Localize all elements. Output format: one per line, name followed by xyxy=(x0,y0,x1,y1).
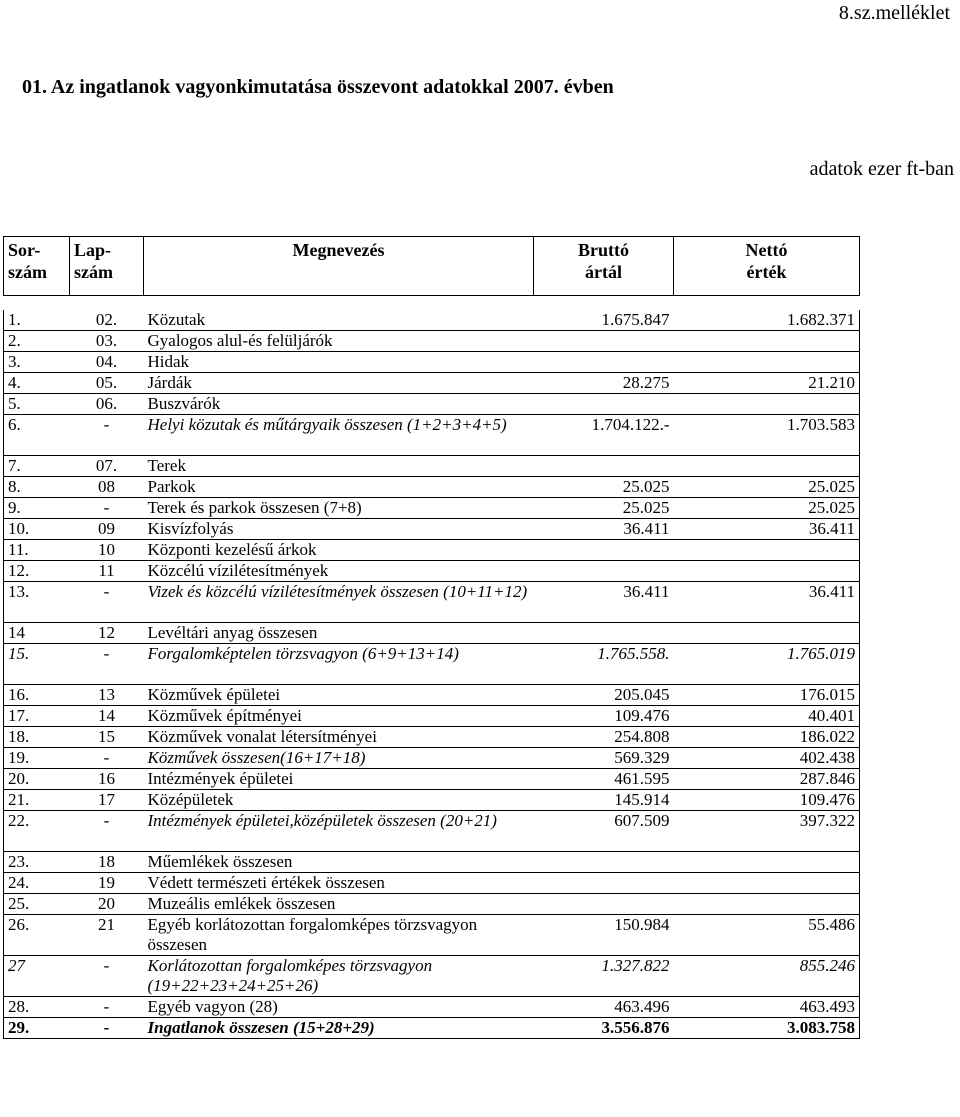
annex-label: 8.sz.melléklet xyxy=(838,2,950,24)
row-megnevezes: Műemlékek összesen xyxy=(144,852,534,873)
row-sorszam: 28. xyxy=(4,997,70,1018)
row-sorszam: 20. xyxy=(4,769,70,790)
row-netto: 287.846 xyxy=(674,769,860,790)
row-sorszam: 27 xyxy=(4,956,70,997)
row-netto: 463.493 xyxy=(674,997,860,1018)
row-lapszam: 19 xyxy=(70,873,144,894)
row-megnevezes: Központi kezelésű árkok xyxy=(144,540,534,561)
row-brutto xyxy=(534,561,674,582)
table-row xyxy=(4,456,860,477)
row-sorszam: 25. xyxy=(4,894,70,915)
row-megnevezes: Középületek xyxy=(144,790,534,811)
row-netto: 1.765.019 xyxy=(674,644,860,685)
row-brutto: 205.045 xyxy=(534,685,674,706)
row-lapszam: 11 xyxy=(70,561,144,582)
row-sorszam: 18. xyxy=(4,727,70,748)
row-megnevezes: Közművek összesen(16+17+18) xyxy=(144,748,534,769)
table-row xyxy=(4,915,860,956)
table-row xyxy=(4,477,860,498)
row-brutto: 36.411 xyxy=(534,582,674,623)
table-body xyxy=(4,310,860,1039)
row-megnevezes: Közművek vonalat létersítményei xyxy=(144,727,534,748)
row-lapszam: 21 xyxy=(70,915,144,956)
table-row xyxy=(4,706,860,727)
row-sorszam: 29. xyxy=(4,1018,70,1039)
table-row xyxy=(4,769,860,790)
row-netto: 40.401 xyxy=(674,706,860,727)
row-brutto: 569.329 xyxy=(534,748,674,769)
row-brutto xyxy=(534,331,674,352)
table-row xyxy=(4,540,860,561)
row-sorszam: 7. xyxy=(4,456,70,477)
row-sorszam: 12. xyxy=(4,561,70,582)
row-brutto xyxy=(534,540,674,561)
table-row xyxy=(4,352,860,373)
row-lapszam: 10 xyxy=(70,540,144,561)
row-netto: 36.411 xyxy=(674,519,860,540)
row-megnevezes: Parkok xyxy=(144,477,534,498)
row-brutto: 28.275 xyxy=(534,373,674,394)
table-row xyxy=(4,582,860,623)
header-sorszam-line2: szám xyxy=(8,262,47,282)
row-brutto: 254.808 xyxy=(534,727,674,748)
row-sorszam: 1. xyxy=(4,310,70,331)
row-brutto xyxy=(534,456,674,477)
row-megnevezes: Közutak xyxy=(144,310,534,331)
row-brutto: 25.025 xyxy=(534,498,674,519)
header-brutto-line2: ártál xyxy=(585,262,622,282)
row-netto xyxy=(674,394,860,415)
row-megnevezes: Ingatlanok összesen (15+28+29) xyxy=(144,1018,534,1039)
row-brutto xyxy=(534,894,674,915)
row-megnevezes: Egyéb korlátozottan forgalomképes törzsvagyon összesen xyxy=(144,915,534,956)
row-netto: 25.025 xyxy=(674,477,860,498)
row-megnevezes: Buszvárók xyxy=(144,394,534,415)
row-lapszam: - xyxy=(70,498,144,519)
table-row xyxy=(4,894,860,915)
row-sorszam: 15. xyxy=(4,644,70,685)
row-megnevezes: Muzeális emlékek összesen xyxy=(144,894,534,915)
header-sorszam-line1: Sor- xyxy=(8,240,41,260)
row-brutto: 463.496 xyxy=(534,997,674,1018)
table-row xyxy=(4,727,860,748)
row-brutto: 145.914 xyxy=(534,790,674,811)
row-brutto: 36.411 xyxy=(534,519,674,540)
table-row xyxy=(4,561,860,582)
header-netto-line2: érték xyxy=(746,262,787,282)
row-brutto: 1.675.847 xyxy=(534,310,674,331)
row-lapszam: 18 xyxy=(70,852,144,873)
row-brutto: 3.556.876 xyxy=(534,1018,674,1039)
row-netto xyxy=(674,623,860,644)
table-row xyxy=(4,811,860,852)
row-megnevezes: Helyi közutak és műtárgyaik összesen (1+2+3+4+5) xyxy=(144,415,534,456)
header-spacer xyxy=(4,296,860,311)
row-netto xyxy=(674,331,860,352)
row-lapszam: 09 xyxy=(70,519,144,540)
row-lapszam: 05. xyxy=(70,373,144,394)
row-netto: 109.476 xyxy=(674,790,860,811)
header-lapszam xyxy=(70,237,144,296)
table-row xyxy=(4,956,860,997)
table-row xyxy=(4,997,860,1018)
table-row xyxy=(4,1018,860,1039)
row-brutto: 150.984 xyxy=(534,915,674,956)
row-brutto: 1.704.122.- xyxy=(534,415,674,456)
row-lapszam: 03. xyxy=(70,331,144,352)
row-netto xyxy=(674,894,860,915)
row-megnevezes: Kisvízfolyás xyxy=(144,519,534,540)
row-netto: 855.246 xyxy=(674,956,860,997)
row-netto xyxy=(674,852,860,873)
row-netto: 402.438 xyxy=(674,748,860,769)
row-megnevezes: Védett természeti értékek összesen xyxy=(144,873,534,894)
row-sorszam: 6. xyxy=(4,415,70,456)
row-megnevezes: Egyéb vagyon (28) xyxy=(144,997,534,1018)
row-lapszam: 07. xyxy=(70,456,144,477)
row-netto: 55.486 xyxy=(674,915,860,956)
row-lapszam: 17 xyxy=(70,790,144,811)
row-brutto: 1.765.558. xyxy=(534,644,674,685)
row-sorszam: 24. xyxy=(4,873,70,894)
unit-note: adatok ezer ft-ban xyxy=(809,158,954,180)
row-lapszam: - xyxy=(70,1018,144,1039)
row-sorszam: 23. xyxy=(4,852,70,873)
row-megnevezes: Forgalomképtelen törzsvagyon (6+9+13+14) xyxy=(144,644,534,685)
table-row xyxy=(4,748,860,769)
row-sorszam: 2. xyxy=(4,331,70,352)
row-lapszam: 16 xyxy=(70,769,144,790)
row-netto xyxy=(674,873,860,894)
row-sorszam: 3. xyxy=(4,352,70,373)
row-lapszam: - xyxy=(70,956,144,997)
row-sorszam: 8. xyxy=(4,477,70,498)
row-brutto xyxy=(534,873,674,894)
header-brutto xyxy=(534,237,674,296)
row-netto: 176.015 xyxy=(674,685,860,706)
row-brutto xyxy=(534,352,674,373)
row-megnevezes: Gyalogos alul-és felüljárók xyxy=(144,331,534,352)
table-row xyxy=(4,310,860,331)
row-sorszam: 5. xyxy=(4,394,70,415)
header-sorszam xyxy=(4,237,70,296)
row-brutto: 109.476 xyxy=(534,706,674,727)
table-row xyxy=(4,685,860,706)
table-row xyxy=(4,644,860,685)
row-lapszam: 14 xyxy=(70,706,144,727)
table-row xyxy=(4,852,860,873)
row-megnevezes: Járdák xyxy=(144,373,534,394)
row-sorszam: 22. xyxy=(4,811,70,852)
table-row xyxy=(4,498,860,519)
document-title: 01. Az ingatlanok vagyonkimutatása összevont adatokkal 2007. évben xyxy=(22,76,614,98)
row-megnevezes: Intézmények épületei xyxy=(144,769,534,790)
header-netto xyxy=(674,237,860,296)
spacer-cell xyxy=(4,296,860,311)
row-lapszam: - xyxy=(70,811,144,852)
row-megnevezes: Közművek építményei xyxy=(144,706,534,727)
row-lapszam: 06. xyxy=(70,394,144,415)
table-header-row xyxy=(4,237,860,296)
header-lapszam-line1: Lap- xyxy=(74,240,112,260)
row-megnevezes: Korlátozottan forgalomképes törzsvagyon (19+22+23+24+25+26) xyxy=(144,956,534,997)
row-megnevezes: Hidak xyxy=(144,352,534,373)
row-lapszam: 02. xyxy=(70,310,144,331)
row-sorszam: 9. xyxy=(4,498,70,519)
row-sorszam: 14 xyxy=(4,623,70,644)
table-row xyxy=(4,790,860,811)
header-brutto-line1: Bruttó xyxy=(578,240,629,260)
row-sorszam: 17. xyxy=(4,706,70,727)
row-netto: 3.083.758 xyxy=(674,1018,860,1039)
row-sorszam: 26. xyxy=(4,915,70,956)
row-lapszam: - xyxy=(70,748,144,769)
table-row xyxy=(4,394,860,415)
row-netto xyxy=(674,561,860,582)
row-brutto: 25.025 xyxy=(534,477,674,498)
header-lapszam-line2: szám xyxy=(74,262,113,282)
row-netto: 25.025 xyxy=(674,498,860,519)
row-netto: 186.022 xyxy=(674,727,860,748)
row-sorszam: 13. xyxy=(4,582,70,623)
row-lapszam: - xyxy=(70,415,144,456)
row-netto: 21.210 xyxy=(674,373,860,394)
table-row xyxy=(4,873,860,894)
row-sorszam: 16. xyxy=(4,685,70,706)
row-netto: 36.411 xyxy=(674,582,860,623)
table-row xyxy=(4,331,860,352)
row-sorszam: 11. xyxy=(4,540,70,561)
row-netto: 1.682.371 xyxy=(674,310,860,331)
row-sorszam: 10. xyxy=(4,519,70,540)
row-brutto: 1.327.822 xyxy=(534,956,674,997)
row-megnevezes: Levéltári anyag összesen xyxy=(144,623,534,644)
row-brutto xyxy=(534,623,674,644)
row-sorszam: 21. xyxy=(4,790,70,811)
property-table xyxy=(3,236,860,1039)
row-megnevezes: Terek xyxy=(144,456,534,477)
table-row xyxy=(4,623,860,644)
header-megnevezes: Megnevezés xyxy=(144,237,534,296)
row-lapszam: - xyxy=(70,997,144,1018)
row-brutto xyxy=(534,852,674,873)
row-netto xyxy=(674,540,860,561)
row-megnevezes: Intézmények épületei,középületek összesen (20+21) xyxy=(144,811,534,852)
row-lapszam: 12 xyxy=(70,623,144,644)
table-row xyxy=(4,415,860,456)
row-lapszam: 08 xyxy=(70,477,144,498)
row-netto: 1.703.583 xyxy=(674,415,860,456)
row-lapszam: 13 xyxy=(70,685,144,706)
row-lapszam: 20 xyxy=(70,894,144,915)
row-lapszam: 04. xyxy=(70,352,144,373)
row-megnevezes: Terek és parkok összesen (7+8) xyxy=(144,498,534,519)
row-brutto: 461.595 xyxy=(534,769,674,790)
row-lapszam: 15 xyxy=(70,727,144,748)
table-row xyxy=(4,373,860,394)
row-netto xyxy=(674,352,860,373)
row-brutto: 607.509 xyxy=(534,811,674,852)
table-row xyxy=(4,519,860,540)
row-lapszam: - xyxy=(70,644,144,685)
row-megnevezes: Közcélú vízilétesítmények xyxy=(144,561,534,582)
row-sorszam: 19. xyxy=(4,748,70,769)
row-megnevezes: Közművek épületei xyxy=(144,685,534,706)
header-netto-line1: Nettó xyxy=(745,240,788,260)
row-lapszam: - xyxy=(70,582,144,623)
row-netto: 397.322 xyxy=(674,811,860,852)
row-sorszam: 4. xyxy=(4,373,70,394)
row-megnevezes: Vizek és közcélú vízilétesítmények összesen (10+11+12) xyxy=(144,582,534,623)
row-brutto xyxy=(534,394,674,415)
row-netto xyxy=(674,456,860,477)
